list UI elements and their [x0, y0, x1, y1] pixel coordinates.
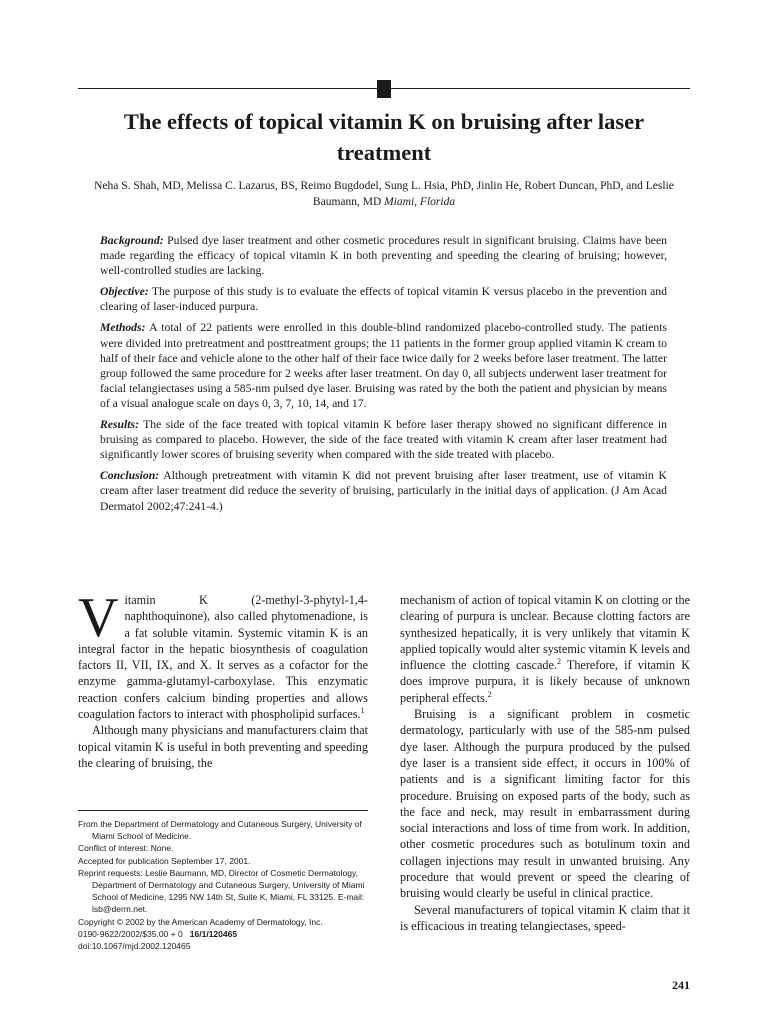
issn-text: 0190-9622/2002/$35.00 + 0 [78, 928, 183, 939]
body-text: Therefore, if vitamin K does improve purpura, it is likely because of unknown peripheral effects. [400, 658, 690, 705]
footnote-issn [78, 928, 376, 940]
body-paragraph: Several manufacturers of topical vitamin K claim that it is efficacious in treating telangiectases, speed- [400, 902, 690, 933]
issn-code: 16/1/120465 [189, 928, 238, 939]
abstract [100, 233, 667, 520]
body-paragraph: Bruising is a significant problem in cosmetic dermatology, particularly with use of the 585-nm pulsed dye laser. Although the purpura produced by the pulsed dye laser is a transient side effect, it occurs in 100% of patients and is a significant limiting factor for this procedure. Bruising on exposed parts of the body, such as the face and neck, may result in embarrassment during social interactions and loss of time from work. In addition, other cosmetic procedures such as botulinum toxin and collagen injections may result in unwanted bruising. Any procedure that would prevent or speed the clearing of bruising would clearly be useful in clinical practice. [400, 707, 690, 901]
body-column-left [78, 587, 368, 771]
footnote-affiliation: From the Department of Dermatology and Cutaneous Surgery, University of Miami School of Medicine. [78, 819, 362, 842]
author-location: Miami, Florida [384, 196, 456, 208]
footnote-reprint: Reprint requests: Leslie Baumann, MD, Director of Cosmetic Dermatology, Department of Dermatology and Cutaneous Surgery, University of Miami School of Medicine, 1295 NW 14th St, Suite K, Miami, FL 33125. E-mail: lsb@derm.net. [78, 867, 365, 915]
abstract-background [100, 233, 667, 278]
body-text: mechanism of action of topical vitamin K on clotting or the clearing of purpura is unclear. Because clotting factors are synthesized hepatically, it is very unlikely that vitamin K applied topically would alter systemic vitamin K levels and influence the clotting cascade. [400, 593, 690, 673]
article-title: The effects of topical vitamin K on bruising after laser treatment [123, 109, 645, 165]
abstract-text: Pulsed dye laser treatment and other cosmetic procedures result in significant bruising. Claims have been made regarding the efficacy of topical vitamin K in both preventing and speeding the clearing of bruising; however, well-controlled studies are lacking. [100, 234, 668, 278]
footnotes [78, 818, 376, 952]
abstract-label: Objective: [100, 285, 149, 299]
author-line [78, 178, 690, 210]
abstract-label: Methods: [100, 321, 146, 335]
reference-marker: 2 [487, 689, 492, 699]
footnote-copyright: Copyright © 2002 by the American Academy of Dermatology, Inc. [78, 916, 323, 927]
abstract-conclusion [100, 468, 667, 513]
abstract-text: Although pretreatment with vitamin K did not prevent bruising after laser treatment, use of vitamin K cream after laser treatment did reduce the severity of bruising, particularly in the initial days of application. (J Am Acad Dermatol 2002;47:241-4.) [100, 469, 668, 513]
abstract-methods [100, 320, 667, 411]
reference-marker: 1 [360, 706, 365, 716]
footnote-accepted: Accepted for publication September 17, 2001. [78, 855, 251, 866]
body-paragraph: Although many physicians and manufacturers claim that topical vitamin K is useful in both preventing and speeding the clearing of bruising, the [78, 723, 368, 770]
drop-cap: V [78, 587, 119, 649]
author-names: Neha S. Shah, MD, Melissa C. Lazarus, BS, Reimo Bugdodel, Sung L. Hsia, PhD, Jinlin He, Robert Duncan, PhD, and Leslie Baumann, MD [94, 180, 674, 208]
abstract-objective [100, 284, 667, 314]
abstract-text: A total of 22 patients were enrolled in this double-blind randomized placebo-controlled study. The patients were divided into pretreatment and posttreatment groups; the 11 patients in the former group applied vitamin K cream to half of their face and vehicle alone to the other half of their face twice daily for 2 weeks before laser treatment. The latter group followed the same procedure for 2 weeks after laser treatment. On day 0, all subjects underwent laser treatment for facial telangiectases using a 585-nm pulsed dye laser. Bruising was rated by the both the patient and physician by means of a visual analogue scale on days 0, 3, 7, 10, 14, and 17. [100, 321, 668, 410]
abstract-label: Results: [100, 418, 139, 432]
footnote-conflict: Conflict of interest: None. [78, 843, 174, 854]
abstract-label: Conclusion: [100, 469, 160, 483]
footnote-doi: doi:10.1067/mjd.2002.120465 [78, 941, 191, 952]
body-paragraph [400, 592, 690, 706]
abstract-text: The purpose of this study is to evaluate the effects of topical vitamin K versus placebo in the prevention and clearing of laser-induced purpura. [100, 285, 667, 314]
footnote-rule [78, 810, 368, 811]
abstract-label: Background: [100, 234, 164, 247]
page-number: 241 [672, 978, 690, 992]
abstract-text: The side of the face treated with topical vitamin K before laser therapy showed no significant difference in bruising as compared to placebo. However, the side of the face treated with vitamin K cream after laser treatment had significantly lower scores of bruising severity when compared with the side treated with placebo. [100, 418, 667, 462]
body-column-right [400, 592, 690, 934]
reference-marker: 2 [556, 657, 561, 667]
header-rule-marker [377, 80, 391, 98]
body-text: itamin K (2-methyl-3-phytyl-1,4-naphthoquinone), also called phytomenadione, is a fat soluble vitamin. Systemic vitamin K is an integral factor in the hepatic biosynthesis of coagulation factors II, VII, IX, and X. It serves as a cofactor for the enzyme gamma-glutamyl-carboxylase. This enzymatic reaction confers calcium binding properties and allows coagulation factors to interact with phospholipid surfaces. [78, 593, 368, 722]
abstract-results [100, 417, 667, 462]
body-paragraph [78, 587, 368, 722]
